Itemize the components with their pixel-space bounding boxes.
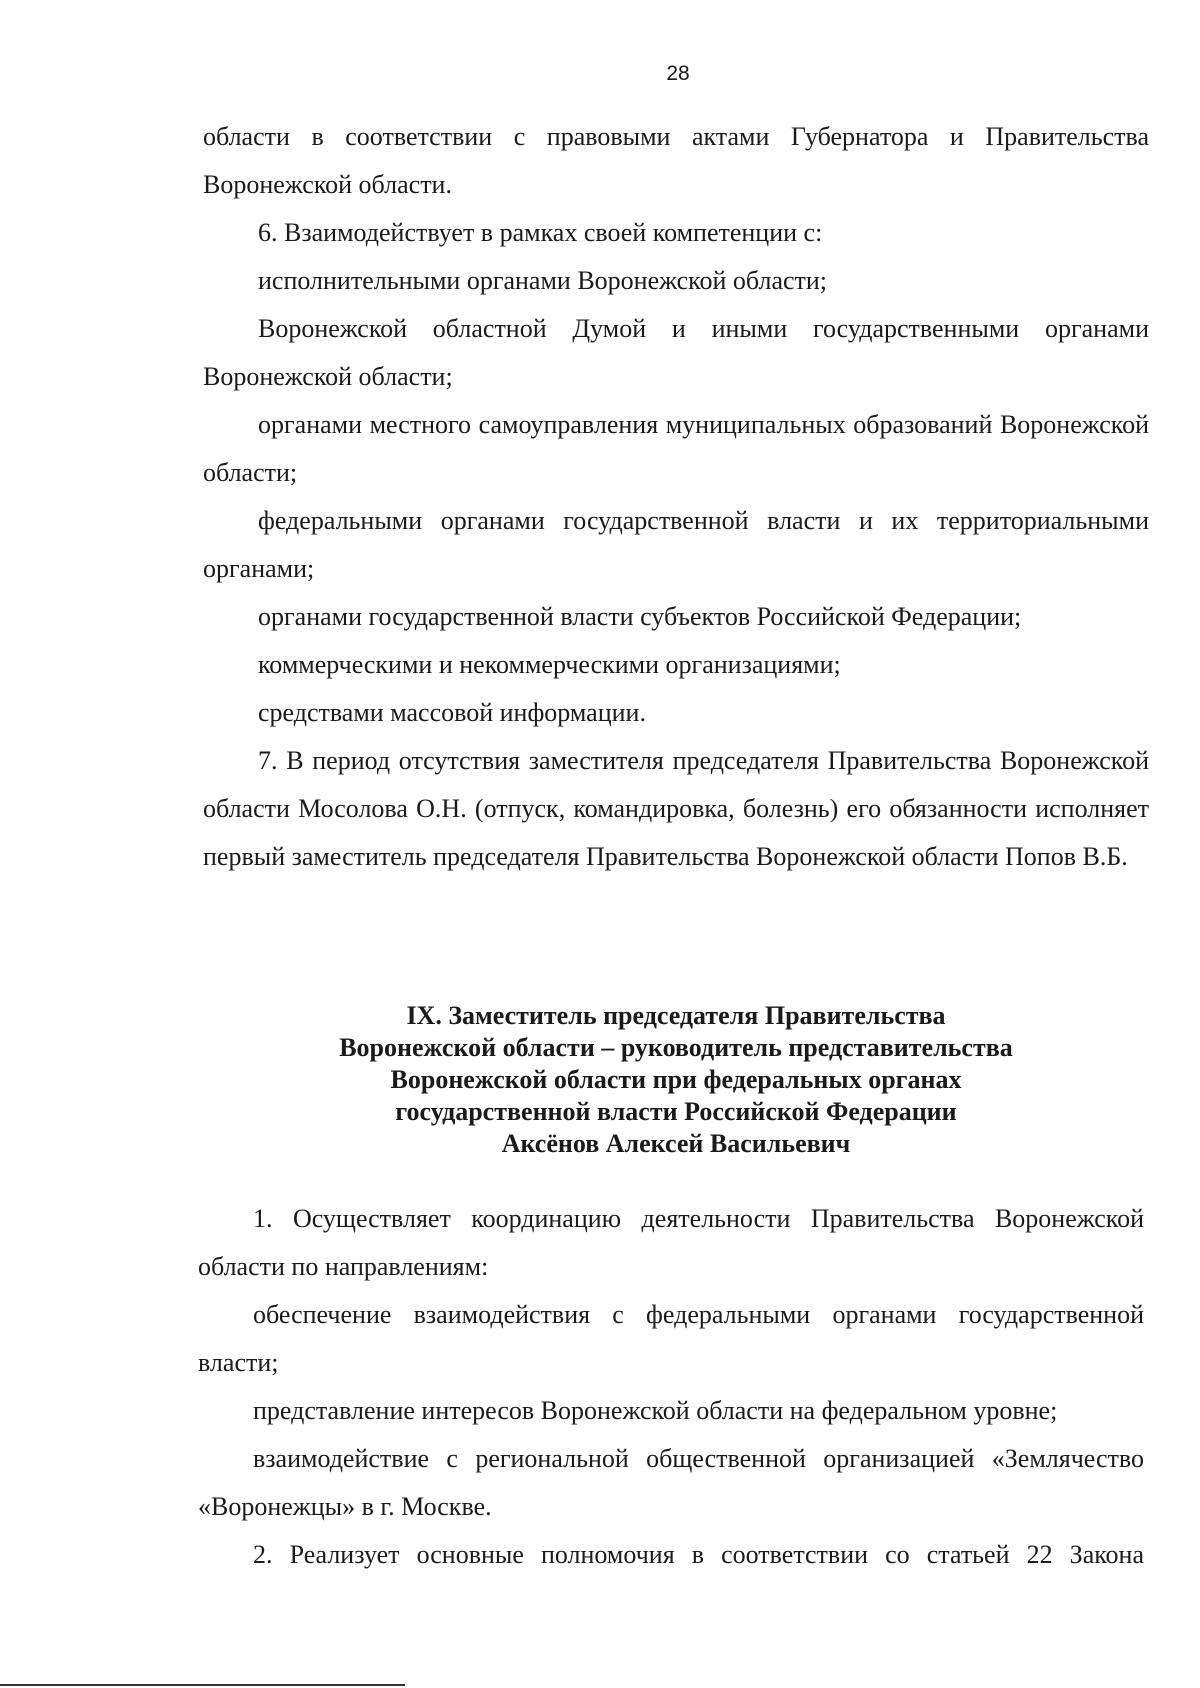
footer-rule <box>0 1684 405 1686</box>
page-number: 28 <box>666 62 690 85</box>
paragraph: 1. Осуществляет координацию деятельности Правительства Воронежской области по направлениям: <box>198 1204 1144 1281</box>
heading-line: Воронежской области при федеральных органах <box>390 1065 962 1094</box>
heading-line: Воронежской области – руководитель представительства <box>339 1033 1013 1062</box>
paragraph: 7. В период отсутствия заместителя председателя Правительства Воронежской области Мосолова О.Н. (отпуск, командировка, болезнь) его обязанности исполняет первый заместитель председателя Правительства Воронежской области Попов В.Б. <box>203 746 1149 871</box>
section-9-body <box>198 1195 1144 1579</box>
paragraph: исполнительными органами Воронежской области; <box>258 266 828 295</box>
paragraph: представление интересов Воронежской области на федеральном уровне; <box>253 1396 1058 1425</box>
paragraph: федеральными органами государственной власти и их территориальными органами; <box>203 506 1149 583</box>
heading-line: IX. Заместитель председателя Правительства <box>406 1001 946 1030</box>
paragraph: 6. Взаимодействует в рамках своей компетенции с: <box>258 218 823 247</box>
paragraph: Воронежской областной Думой и иными государственными органами Воронежской области; <box>203 314 1149 391</box>
section-8-continuation <box>203 113 1149 881</box>
paragraph: органами местного самоуправления муниципальных образований Воронежской области; <box>203 410 1149 487</box>
paragraph: взаимодействие с региональной общественной организацией «Землячество «Воронежцы» в г. Москве. <box>198 1444 1144 1521</box>
paragraph: коммерческими и некоммерческими организациями; <box>258 650 841 679</box>
section-heading <box>203 1000 1149 1160</box>
paragraph: обеспечение взаимодействия с федеральными органами государственной власти; <box>198 1300 1144 1377</box>
heading-line: государственной власти Российской Федерации <box>395 1097 957 1126</box>
paragraph: средствами массовой информации. <box>258 698 646 727</box>
paragraph: 2. Реализует основные полномочия в соответствии со статьей 22 Закона <box>253 1540 1144 1569</box>
paragraph: органами государственной власти субъектов Российской Федерации; <box>258 602 1022 631</box>
paragraph: области в соответствии с правовыми актами Губернатора и Правительства Воронежской области. <box>203 122 1149 199</box>
heading-line: Аксёнов Алексей Васильевич <box>501 1129 851 1158</box>
